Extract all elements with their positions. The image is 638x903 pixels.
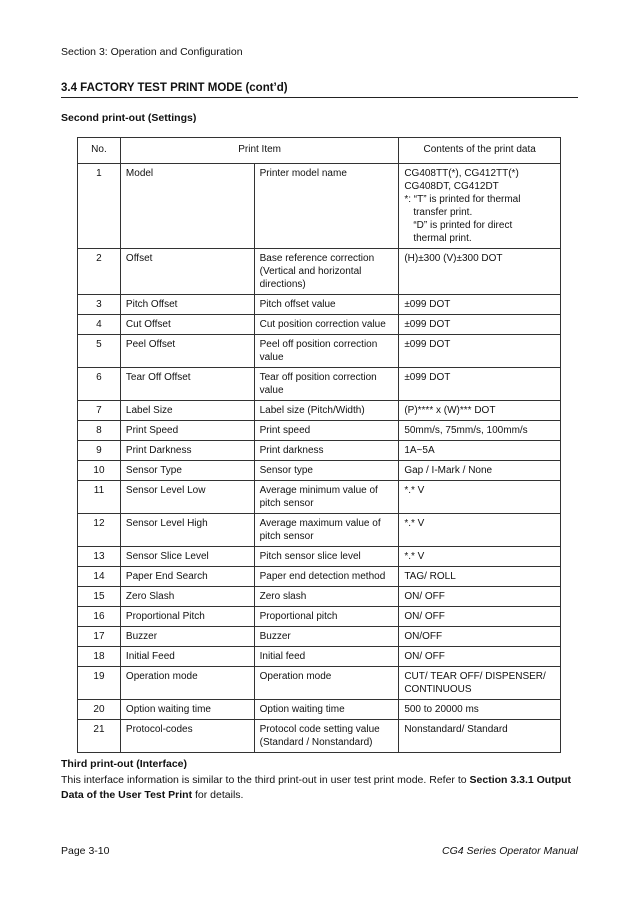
row-data: CUT/ TEAR OFF/ DISPENSER/ CONTINUOUS (399, 667, 561, 700)
row-number: 11 (78, 481, 121, 514)
table-row (78, 164, 561, 249)
row-number: 5 (78, 335, 121, 368)
table-row (78, 249, 561, 295)
row-description: Buzzer (254, 627, 399, 647)
table-row (78, 441, 561, 461)
table-row (78, 514, 561, 547)
table-row (78, 567, 561, 587)
interface-text: This interface information is similar to the third print-out in user test print mode. Refer to (61, 774, 470, 786)
row-item: Label Size (120, 401, 254, 421)
row-item: Sensor Level High (120, 514, 254, 547)
table-row (78, 315, 561, 335)
row-number: 2 (78, 249, 121, 295)
row-data: 1A~5A (399, 441, 561, 461)
column-header-no: No. (78, 138, 121, 164)
row-number: 3 (78, 295, 121, 315)
row-number: 6 (78, 368, 121, 401)
row-number: 19 (78, 667, 121, 700)
row-number: 1 (78, 164, 121, 249)
table-row (78, 627, 561, 647)
interface-text-end: for details. (192, 789, 244, 802)
model-data-line: CG408TT(*), CG412TT(*) (404, 168, 519, 179)
row-description: Label size (Pitch/Width) (254, 401, 399, 421)
row-number: 21 (78, 720, 121, 753)
row-data: *.* V (399, 547, 561, 567)
row-item: Offset (120, 249, 254, 295)
manual-title: CG4 Series Operator Manual (442, 845, 578, 857)
row-data: ±099 DOT (399, 335, 561, 368)
row-description: Pitch offset value (254, 295, 399, 315)
table-row (78, 700, 561, 720)
row-data: Gap / I-Mark / None (399, 461, 561, 481)
row-item: Option waiting time (120, 700, 254, 720)
model-note-line: “D” is printed for direct (413, 220, 513, 231)
table-row (78, 667, 561, 700)
settings-table (77, 137, 561, 753)
row-data: ±099 DOT (399, 295, 561, 315)
row-item: Buzzer (120, 627, 254, 647)
row-item: Tear Off Offset (120, 368, 254, 401)
row-item: Peel Offset (120, 335, 254, 368)
model-note-line: thermal print. (413, 233, 472, 244)
row-description: Print speed (254, 421, 399, 441)
row-item: Sensor Level Low (120, 481, 254, 514)
table-row (78, 481, 561, 514)
table-header-row (78, 138, 561, 164)
row-data: *.* V (399, 481, 561, 514)
row-item: Pitch Offset (120, 295, 254, 315)
row-item: Proportional Pitch (120, 607, 254, 627)
row-number: 16 (78, 607, 121, 627)
row-description: Pitch sensor slice level (254, 547, 399, 567)
table-row (78, 401, 561, 421)
row-description: Tear off position correction value (254, 368, 399, 401)
row-data: ON/ OFF (399, 647, 561, 667)
row-data: *.* V (399, 514, 561, 547)
running-header: Section 3: Operation and Configuration (61, 46, 243, 58)
row-item: Cut Offset (120, 315, 254, 335)
model-note-line: *: “T” is printed for thermal (404, 194, 521, 205)
row-description: Base reference correction (Vertical and horizontal directions) (254, 249, 399, 295)
settings-subheading: Second print-out (Settings) (61, 112, 197, 124)
table-row (78, 421, 561, 441)
row-data: (H)±300 (V)±300 DOT (399, 249, 561, 295)
row-data: 50mm/s, 75mm/s, 100mm/s (399, 421, 561, 441)
row-number: 9 (78, 441, 121, 461)
row-number: 20 (78, 700, 121, 720)
row-number: 10 (78, 461, 121, 481)
table-row (78, 335, 561, 368)
row-description: Operation mode (254, 667, 399, 700)
row-description: Protocol code setting value (Standard / Nonstandard) (254, 720, 399, 753)
row-number: 12 (78, 514, 121, 547)
row-description: Paper end detection method (254, 567, 399, 587)
column-header-print-item: Print Item (120, 138, 398, 164)
row-item: Zero Slash (120, 587, 254, 607)
row-data: Nonstandard/ Standard (399, 720, 561, 753)
row-data: (P)**** x (W)*** DOT (399, 401, 561, 421)
row-data: 500 to 20000 ms (399, 700, 561, 720)
table-row (78, 295, 561, 315)
row-data: ON/OFF (399, 627, 561, 647)
row-data (399, 164, 561, 249)
table-row (78, 647, 561, 667)
row-data: ±099 DOT (399, 315, 561, 335)
row-data: TAG/ ROLL (399, 567, 561, 587)
row-item: Print Speed (120, 421, 254, 441)
row-description: Printer model name (254, 164, 399, 249)
column-header-contents: Contents of the print data (399, 138, 561, 164)
section-heading: 3.4 FACTORY TEST PRINT MODE (cont’d) (61, 82, 578, 98)
row-number: 7 (78, 401, 121, 421)
row-item: Operation mode (120, 667, 254, 700)
row-description: Zero slash (254, 587, 399, 607)
row-number: 13 (78, 547, 121, 567)
row-description: Initial feed (254, 647, 399, 667)
row-number: 15 (78, 587, 121, 607)
table-row (78, 587, 561, 607)
model-note-line: transfer print. (413, 207, 473, 218)
row-number: 17 (78, 627, 121, 647)
row-item: Sensor Type (120, 461, 254, 481)
row-description: Peel off position correction value (254, 335, 399, 368)
table-row (78, 720, 561, 753)
table-row (78, 461, 561, 481)
interface-paragraph (61, 773, 581, 803)
row-item: Protocol-codes (120, 720, 254, 753)
row-item: Model (120, 164, 254, 249)
interface-subheading: Third print-out (Interface) (61, 758, 187, 770)
row-item: Initial Feed (120, 647, 254, 667)
row-description: Print darkness (254, 441, 399, 461)
row-number: 8 (78, 421, 121, 441)
page-number: Page 3-10 (61, 845, 110, 857)
row-description: Cut position correction value (254, 315, 399, 335)
section-reference: Section 3.3.1 Output Data of the User Test Print (61, 774, 572, 802)
row-item: Paper End Search (120, 567, 254, 587)
row-item: Sensor Slice Level (120, 547, 254, 567)
row-description: Sensor type (254, 461, 399, 481)
row-item: Print Darkness (120, 441, 254, 461)
row-number: 14 (78, 567, 121, 587)
row-number: 18 (78, 647, 121, 667)
row-data: ±099 DOT (399, 368, 561, 401)
table-row (78, 368, 561, 401)
table-row (78, 607, 561, 627)
row-description: Average minimum value of pitch sensor (254, 481, 399, 514)
row-description: Proportional pitch (254, 607, 399, 627)
row-number: 4 (78, 315, 121, 335)
row-description: Average maximum value of pitch sensor (254, 514, 399, 547)
row-data: ON/ OFF (399, 607, 561, 627)
model-data-line: CG408DT, CG412DT (404, 181, 499, 192)
row-description: Option waiting time (254, 700, 399, 720)
table-row (78, 547, 561, 567)
row-data: ON/ OFF (399, 587, 561, 607)
